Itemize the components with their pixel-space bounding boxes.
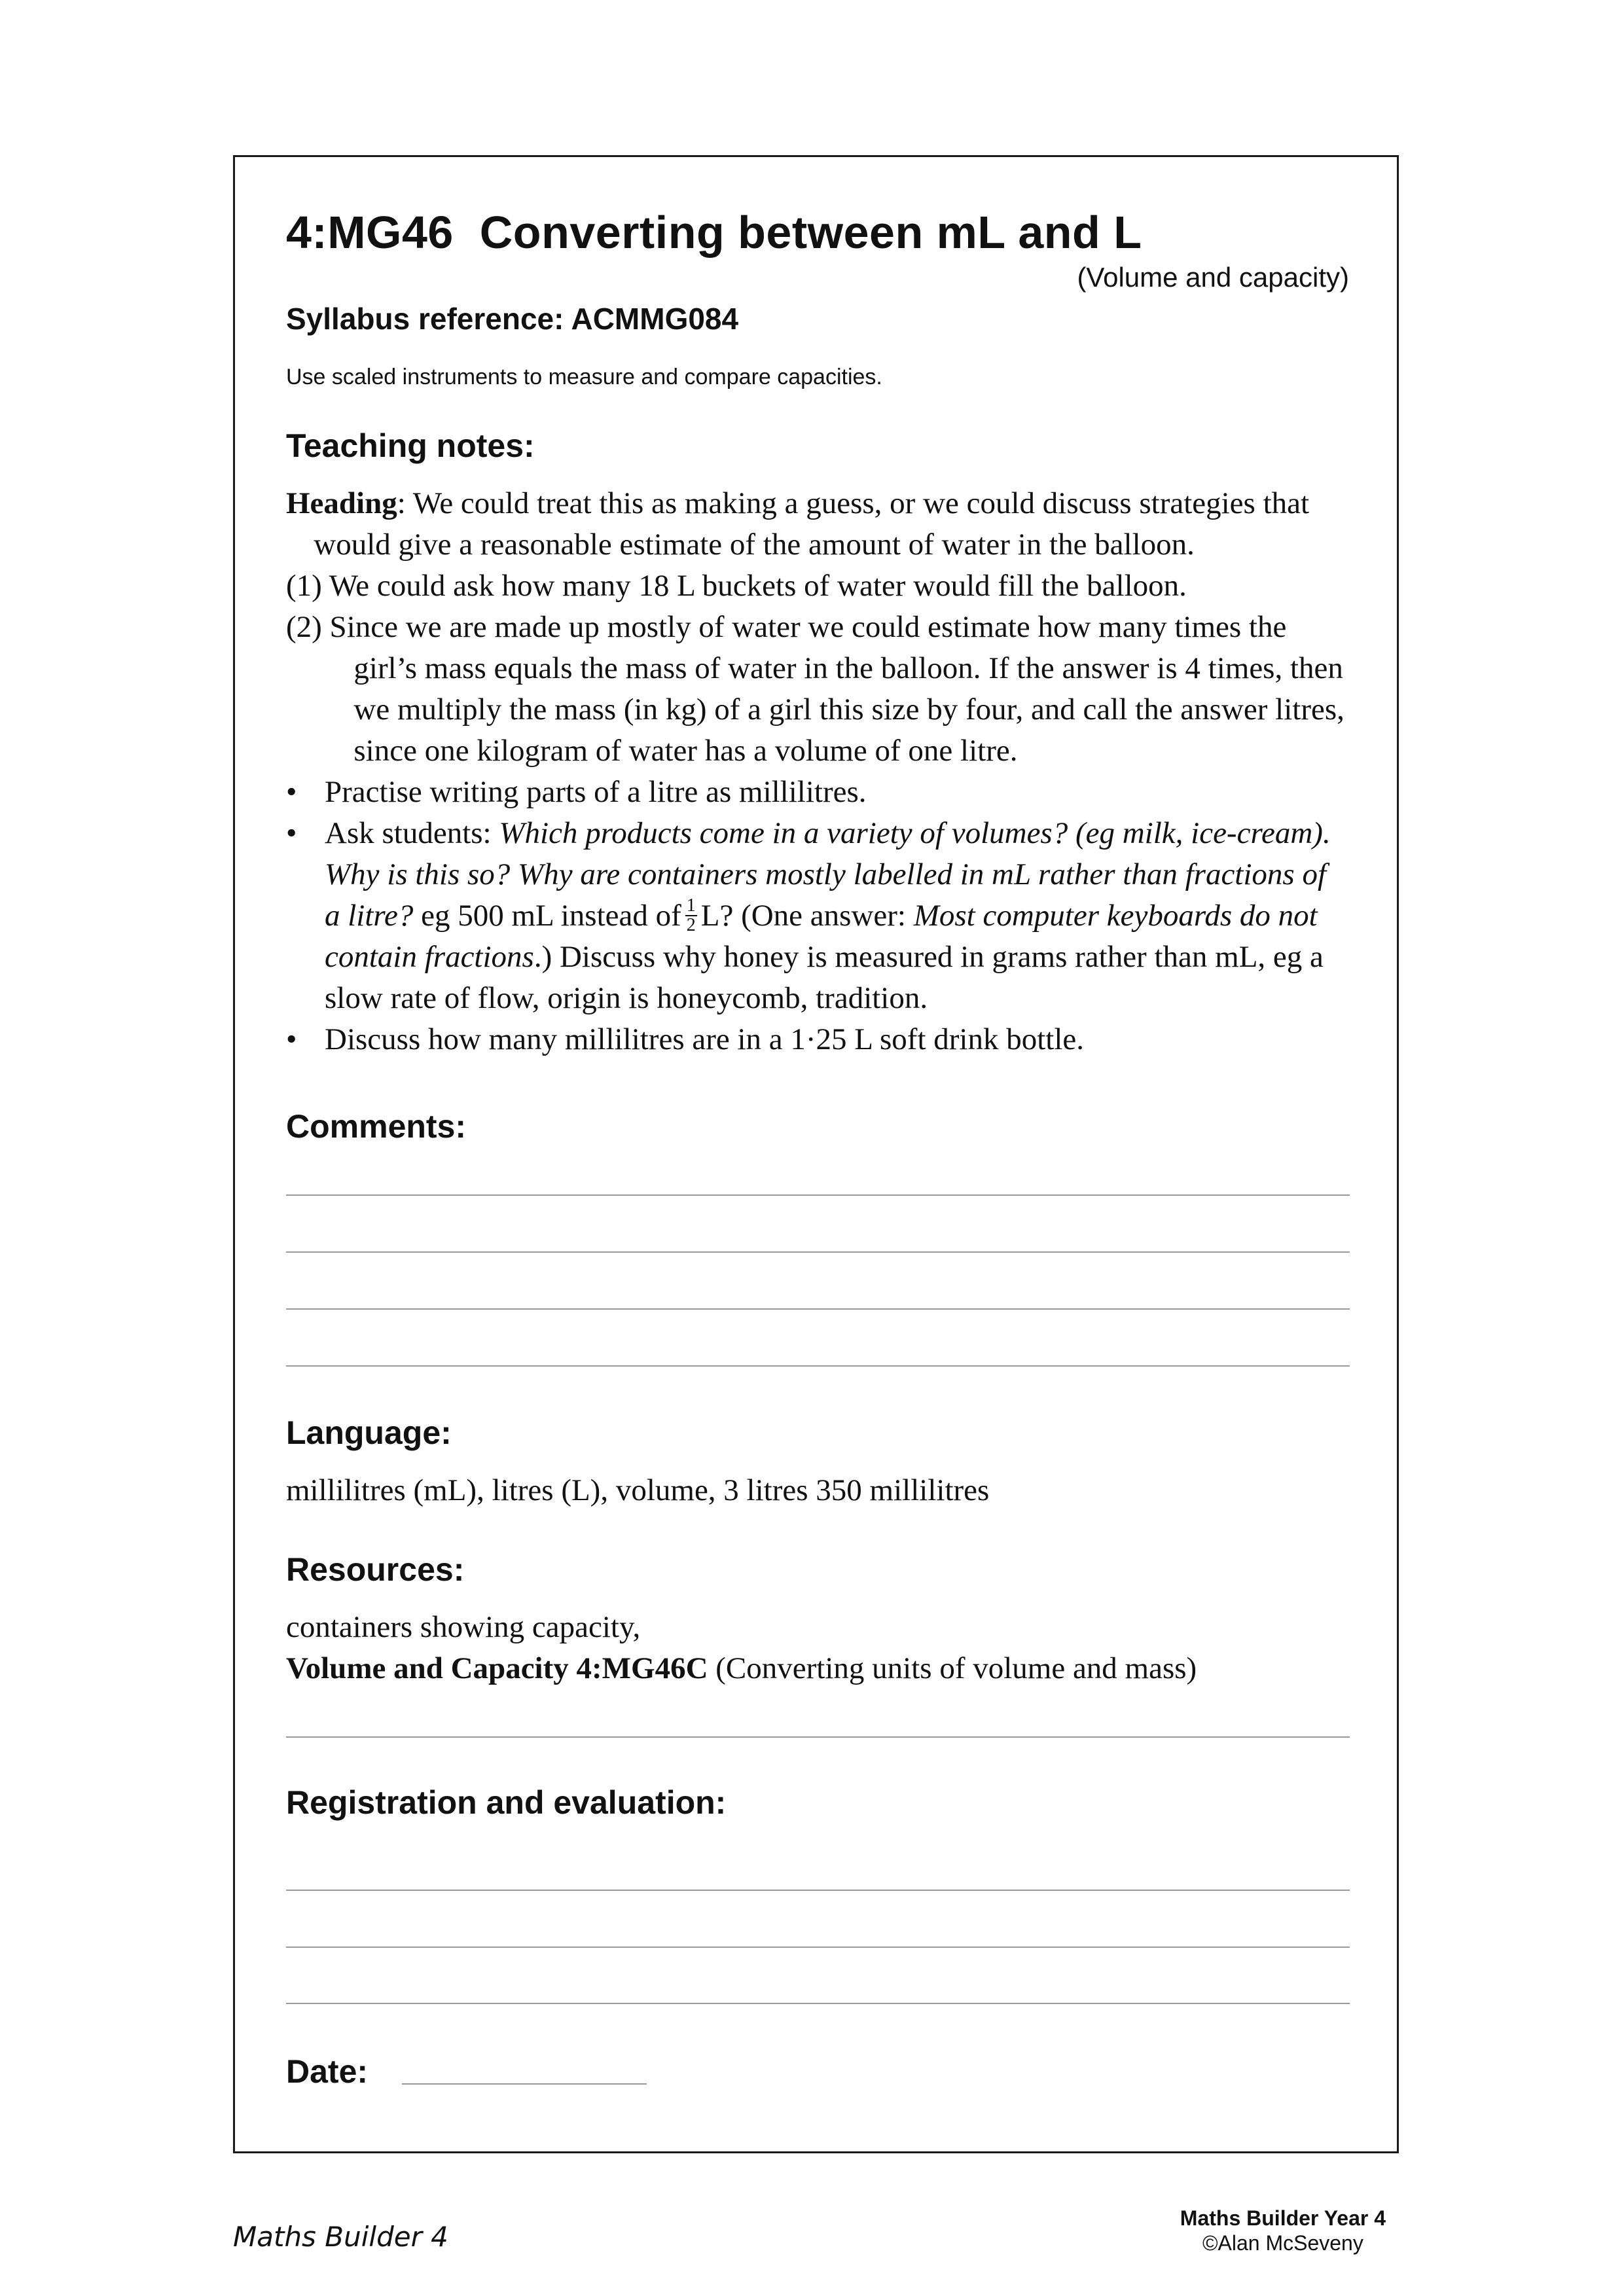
bullet-2-answer-lead: L? (One answer:	[700, 899, 914, 933]
footer-credit	[1180, 2206, 1386, 2255]
bullet-2-lead: Ask students:	[325, 816, 499, 850]
teaching-notes-intro	[286, 483, 1346, 565]
page-title: 4:MG46 Converting between mL and L	[286, 207, 1142, 258]
language-heading: Language:	[286, 1414, 452, 1451]
note-item-2: (2) Since we are made up mostly of water we could estimate how many times the girl’s mass equals the mass of water in the balloon. If the answer is 4 times, then we multiply the mass (in kg) of a girl this size by four, and call the answer litres, since one kilogram of water has a volume of one litre.	[286, 610, 1344, 768]
footer-series: Maths Builder Year 4	[1180, 2206, 1386, 2230]
resource-title: Volume and Capacity 4:MG46C	[286, 1651, 708, 1685]
syllabus-description: Use scaled instruments to measure and compare capacities.	[286, 365, 882, 389]
registration-line[interactable]	[286, 1890, 1350, 1891]
syllabus-reference: Syllabus reference: ACMMG084	[286, 302, 739, 336]
note-bullet-2	[286, 813, 1346, 1019]
fraction-denominator: 2	[686, 914, 696, 935]
comment-line[interactable]	[286, 1194, 1350, 1196]
fraction-numerator: 1	[686, 895, 696, 916]
date-input-line[interactable]	[402, 2083, 647, 2085]
resources-line-1: containers showing capacity,	[286, 1610, 641, 1644]
comment-line[interactable]	[286, 1365, 1350, 1367]
registration-line[interactable]	[286, 1946, 1350, 1948]
bullet-marker: •	[286, 775, 297, 809]
resources-divider	[286, 1736, 1350, 1738]
note-bullet-1	[286, 772, 1346, 813]
date-label: Date:	[286, 2053, 369, 2090]
teaching-notes-body	[286, 483, 1346, 1060]
footer-book-title: Maths Builder 4	[233, 2221, 448, 2253]
footer-copyright: ©Alan McSeveny	[1202, 2231, 1363, 2255]
resources-line-2	[286, 1648, 1346, 1689]
note-item-1: (1) We could ask how many 18 L buckets of water would fill the balloon.	[286, 569, 1187, 603]
comment-line[interactable]	[286, 1251, 1350, 1253]
intro-label: Heading	[286, 486, 397, 520]
bullet-marker: •	[286, 816, 297, 850]
comments-heading: Comments:	[286, 1108, 467, 1145]
comment-line[interactable]	[286, 1308, 1350, 1310]
one-half-fraction	[685, 897, 697, 935]
resources-heading: Resources:	[286, 1551, 465, 1588]
bullet-1-text: Practise writing parts of a litre as millilitres.	[325, 775, 867, 809]
language-text: millilitres (mL), litres (L), volume, 3 litres 350 millilitres	[286, 1473, 990, 1507]
registration-heading: Registration and evaluation:	[286, 1784, 727, 1821]
resource-note: (Converting units of volume and mass)	[708, 1651, 1197, 1685]
bullet-2-honey: .) Discuss why honey is measured in grams rather than mL, eg a slow rate of flow, origin is honeycomb, tradition.	[325, 940, 1324, 1015]
bullet-2-question: Which products come in a variety of volumes? (eg milk, ice-cream). Why is this so? Why are containers mostly labelled in mL rather than fractions of a litre?	[325, 816, 1331, 933]
teaching-notes-heading: Teaching notes:	[286, 427, 535, 464]
resources-text	[286, 1607, 1346, 1689]
registration-line[interactable]	[286, 2003, 1350, 2004]
bullet-2-example: eg 500 mL instead of	[413, 899, 681, 933]
page-subtitle: (Volume and capacity)	[1077, 262, 1349, 293]
note-bullet-3	[286, 1019, 1346, 1060]
bullet-2-answer: Most computer keyboards do not contain fractions	[325, 899, 1318, 974]
bullet-marker: •	[286, 1022, 297, 1056]
bullet-3-text: Discuss how many millilitres are in a 1·25 L soft drink bottle.	[325, 1022, 1085, 1056]
intro-text: : We could treat this as making a guess, or we could discuss strategies that would give a reasonable estimate of the amount of water in the balloon.	[314, 486, 1310, 562]
